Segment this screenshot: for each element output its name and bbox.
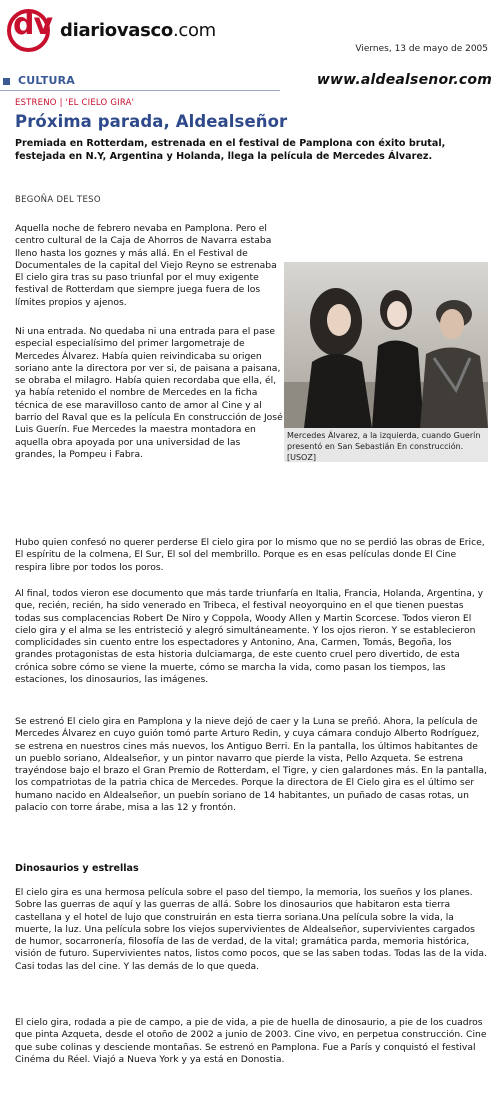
logo-mark-text: dv xyxy=(13,7,53,42)
photo-caption: Mercedes Álvarez, a la izquierda, cuando Guerín presentó en San Sebastián En construcción. [USOZ] xyxy=(284,428,488,462)
paragraph: Aquella noche de febrero nevaba en Pamplona. Pero el centro cultural de la Caja de Ahorros de Navarra estaba lleno hasta los goznes y más allá. En el Festival de Documentales de la capital del Viejo Reyno se estrenaba El cielo gira tras su paso triunfal por el muy exigente festival de Rotterdam que siempre juega fuera de los límites propios y ajenos. xyxy=(15,223,277,308)
article-photo xyxy=(284,262,488,428)
article-subhead: Dinosaurios y estrellas xyxy=(15,863,139,874)
section-divider xyxy=(0,90,280,91)
site-name: diariovasco xyxy=(60,20,173,41)
paragraph: Hubo quien confesó no querer perderse El cielo gira por lo mismo que no se perdió las obras de Erice, El espíritu de la colmena, El Sur, El sol del membrillo. Porque es en esas películas donde El Cine respira libre por todos los poros. xyxy=(15,537,485,573)
site-tld: .com xyxy=(172,20,216,41)
article-headline: Próxima parada, Aldealseñor xyxy=(15,112,288,131)
masthead xyxy=(0,0,500,72)
paragraph: El cielo gira es una hermosa película sobre el paso del tiempo, la memoria, los sueños y los planes. Sobre las guerras de aquí y las guerras de allá. Sobre los dinosaurios que habitaron esta tierra castellana y el hotel de lujo que construirán en esta tierra soriana.Una película sobre la vida, la muerte, la luz. Una película sobre los viejos supervivientes de Aldealseñor, supervivientes cargados de humor, socarronería, filosofía de las de verdad, de la vital; gramática parda, memoria histórica, visión de futuro. Supervivientes natos, listos como pocos, que se las saben todas. Todas las de la vida. Casi todas las del cine. Y las demás de lo que queda. xyxy=(15,887,487,972)
paragraph: Se estrenó El cielo gira en Pamplona y la nieve dejó de caer y la Luna se preñó. Ahora, la película de Mercedes Álvarez en cuyo guión tomó parte Arturo Redin, y cuya cámara condujo Alberto Rodríguez, se estrena en nuestros cines más nuevos, los Antiguo Berri. En la pantalla, los últimos habitantes de un pueblo soriano, Aldealseñor, y un pintor navarro que pierde la vista, Pello Azqueta. Se estrena trayéndose bajo el brazo el Gran Premio de Rotterdam, el Tigre, y cien galardones más. En la pantalla, los compatriotas de la patria chica de Mercedes. Porque la directora de El Cielo gira es el último ser humano nacido en Aldealseñor, un puebín soriano de 14 habitantes, un puñado de casas rotas, un palacio con torre árabe, misa a las 12 y frontón. xyxy=(15,716,487,814)
section-square-icon xyxy=(3,78,10,85)
section-name[interactable]: CULTURA xyxy=(18,74,76,87)
paragraph: Ni una entrada. No quedaba ni una entrada para el pase especial especialísimo del primer largometraje de Mercedes Álvarez. Había quien reivindicaba su origen soriano ante la directora por ver si, de paisana a paisana, se obraba el milagro. Había quien recordaba que ella, él, ya había retenido el nombre de Mercedes en la ficha técnica de ese maravilloso canto de amor al Cine y al barrio del Raval que es la película En construcción de José Luis Guerín. Fue Mercedes la maestra montadora en aquella obra apoyada por una universidad de las grandes, la Pompeu i Fabra. xyxy=(15,326,283,460)
date-line: Viernes, 13 de mayo de 2005 xyxy=(355,44,488,54)
paragraph: El cielo gira, rodada a pie de campo, a pie de vida, a pie de huella de dinosaurio, a pie de los cuadros que pinta Azqueta, desde el otoño de 2002 a junio de 2003. Cine vivo, en perpetua construcción. Cine que sube colinas y desciende montañas. Se estrenó en Pamplona. Fue a París y conquistó el festival Cinéma du Réel. Viajó a Nueva York y ya está en Donostia. xyxy=(15,1017,487,1065)
article-byline: BEGOÑA DEL TESO xyxy=(15,195,101,205)
paragraph: Al final, todos vieron ese documento que más tarde triunfaría en Italia, Francia, Holanda, Argentina, y que, recién, recién, ha sido venerado en Tribeca, el festival neoyorquino en el que tienen puestas todas sus complacencias Robert De Niro y Coppola, Woody Allen y Martin Scorcese. Todos vieron El cielo gira y el alma se les entristeció y alegró simultáneamente. Y los ojos rieron. Y se establecieron complicidades sin cuento entre los espectadores y Antonino, Ana, Carmen, Tomás, Begoña, los grandes protagonistas de esta historia dulciamarga, de este cuento cruel pero divertido, de esta crónica sobre cómo se viene la muerte, cómo se marcha la vida, como pasan los tiempos, las estaciones, los dinosaurios, las imágenes. xyxy=(15,588,484,686)
site-logo[interactable] xyxy=(60,20,216,41)
photo-illustration xyxy=(284,262,488,428)
article-lede: Premiada en Rotterdam, estrenada en el festival de Pamplona con éxito brutal, festejada en N.Y, Argentina y Holanda, llega la película de Mercedes Álvarez. xyxy=(15,138,446,162)
banner-url[interactable]: www.aldealsenor.com xyxy=(316,72,492,88)
article-kicker: ESTRENO | 'EL CIELO GIRA' xyxy=(15,98,135,108)
